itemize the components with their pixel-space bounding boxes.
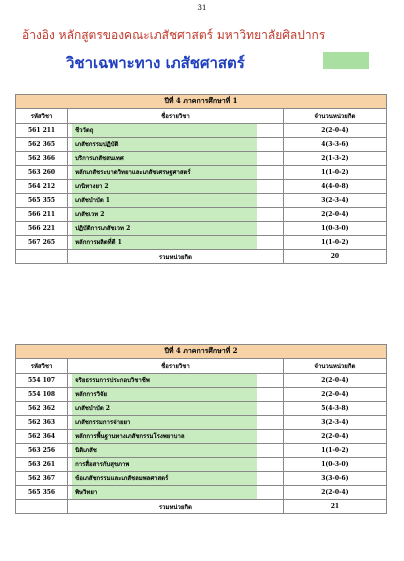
- course-name-text: ปฏิบัติการเภสัชเวท 2: [72, 222, 257, 235]
- curriculum-reference: อ้างอิง หลักสูตรของคณะเภสัชศาสตร์ มหาวิทยาลัยศิลปากร: [22, 28, 326, 42]
- course-name-text: เภนิทางยา 2: [72, 180, 257, 193]
- course-code: 554 107: [16, 374, 68, 388]
- table-row: [16, 236, 387, 250]
- course-credits: 3(3-0-6): [283, 472, 386, 486]
- semester-1-table: [15, 94, 387, 264]
- header-credits: จำนวนหน่วยกิต: [283, 109, 386, 124]
- course-credits: 1(1-0-2): [283, 236, 386, 250]
- table-row: [16, 374, 387, 388]
- course-code: 564 212: [16, 180, 68, 194]
- course-code: 562 367: [16, 472, 68, 486]
- course-name: [68, 416, 284, 430]
- course-code: 566 221: [16, 222, 68, 236]
- course-code: 565 355: [16, 194, 68, 208]
- course-name-text: เภสัชเวท 2: [72, 208, 257, 221]
- course-name: [68, 430, 284, 444]
- course-name: [68, 374, 284, 388]
- table-row: [16, 152, 387, 166]
- course-credits: 2(2-0-4): [283, 208, 386, 222]
- course-name-text: นิติเภสัช: [72, 444, 257, 457]
- course-name: [68, 124, 284, 138]
- table-row: [16, 486, 387, 500]
- table-row: [16, 472, 387, 486]
- course-name: [68, 166, 284, 180]
- semester-title: ปีที่ 4 ภาคการศึกษาที่ 2: [16, 345, 387, 359]
- total-label: รวมหน่วยกิต: [68, 250, 284, 264]
- course-name: [68, 208, 284, 222]
- course-code: 563 260: [16, 166, 68, 180]
- course-code: 566 211: [16, 208, 68, 222]
- course-name: [68, 402, 284, 416]
- course-code: 562 364: [16, 430, 68, 444]
- total-spacer: [16, 250, 68, 264]
- course-credits: 4(4-0-8): [283, 180, 386, 194]
- table-row: [16, 124, 387, 138]
- course-name: [68, 152, 284, 166]
- total-row: [16, 500, 387, 514]
- course-credits: 2(2-0-4): [283, 374, 386, 388]
- table-row: [16, 194, 387, 208]
- table-row: [16, 430, 387, 444]
- course-credits: 3(2-3-4): [283, 194, 386, 208]
- course-code: 563 256: [16, 444, 68, 458]
- course-code: 563 261: [16, 458, 68, 472]
- course-name-text: เภสัชบำบัด 1: [72, 194, 257, 207]
- course-name-text: ข้อเภสัชกรรมและเภสัชลมพลศาสตร์: [72, 472, 257, 485]
- total-spacer: [16, 500, 68, 514]
- course-name-text: จริยธรรมการประกอบวิชาชีพ: [72, 374, 257, 387]
- table-row: [16, 166, 387, 180]
- course-name-text: การสื่อสารกับสุขภาพ: [72, 458, 257, 471]
- course-name-text: พิษวิทยา: [72, 486, 257, 499]
- course-credits: 2(2-0-4): [283, 388, 386, 402]
- course-credits: 2(1-3-2): [283, 152, 386, 166]
- header-code: รหัสวิชา: [16, 359, 68, 374]
- course-name: [68, 486, 284, 500]
- course-code: 567 265: [16, 236, 68, 250]
- course-name: [68, 472, 284, 486]
- total-row: [16, 250, 387, 264]
- course-name: [68, 194, 284, 208]
- header-row: [16, 109, 387, 124]
- course-code: 562 362: [16, 402, 68, 416]
- table-row: [16, 388, 387, 402]
- header-code: รหัสวิชา: [16, 109, 68, 124]
- header-row: [16, 359, 387, 374]
- course-code: 565 356: [16, 486, 68, 500]
- header-name: ชื่อรายวิชา: [68, 109, 284, 124]
- course-code: 562 363: [16, 416, 68, 430]
- table-row: [16, 180, 387, 194]
- course-code: 562 366: [16, 152, 68, 166]
- course-credits: 2(2-0-4): [283, 124, 386, 138]
- course-name-text: หลักการพื้นฐานทางเภสัชกรรมโรงพยาบาล: [72, 430, 257, 443]
- course-name-text: เภสัชบำบัด 2: [72, 402, 257, 415]
- course-name: [68, 388, 284, 402]
- course-name: [68, 138, 284, 152]
- course-name: [68, 222, 284, 236]
- page-subtitle: วิชาเฉพาะทาง เภสัชศาสตร์: [66, 54, 245, 72]
- course-name-text: เภสัชกรรมการจ่ายยา: [72, 416, 257, 429]
- table-row: [16, 416, 387, 430]
- page-number: 31: [197, 4, 207, 12]
- course-credits: 1(1-0-2): [283, 166, 386, 180]
- table-row: [16, 138, 387, 152]
- table-row: [16, 402, 387, 416]
- course-credits: 1(0-3-0): [283, 222, 386, 236]
- course-name: [68, 458, 284, 472]
- course-name-text: หลักเภสัชระบาดวิทยาและเภสัชเศรษฐศาสตร์: [72, 166, 257, 179]
- semester-2-table: [15, 344, 387, 514]
- table-row: [16, 444, 387, 458]
- course-credits: 5(4-3-8): [283, 402, 386, 416]
- course-code: 561 211: [16, 124, 68, 138]
- table-row: [16, 208, 387, 222]
- total-label: รวมหน่วยกิต: [68, 500, 284, 514]
- total-value: 21: [283, 500, 386, 514]
- header-credits: จำนวนหน่วยกิต: [283, 359, 386, 374]
- course-name-text: หลักการวิจัย: [72, 388, 257, 401]
- total-value: 20: [283, 250, 386, 264]
- course-name: [68, 236, 284, 250]
- highlight-swatch: [323, 52, 369, 69]
- course-credits: 1(0-3-0): [283, 458, 386, 472]
- course-code: 562 365: [16, 138, 68, 152]
- semester-title: ปีที่ 4 ภาคการศึกษาที่ 1: [16, 95, 387, 109]
- course-name-text: ชีววัตถุ: [72, 124, 257, 137]
- course-name-text: เภสัชกรรมปฏิบัติ: [72, 138, 257, 151]
- course-credits: 2(2-0-4): [283, 430, 386, 444]
- table-row: [16, 458, 387, 472]
- header-name: ชื่อรายวิชา: [68, 359, 284, 374]
- table-row: [16, 222, 387, 236]
- course-credits: 2(2-0-4): [283, 486, 386, 500]
- course-name: [68, 444, 284, 458]
- course-credits: 1(1-0-2): [283, 444, 386, 458]
- course-name-text: หลักการผลิตที่ดี 1: [72, 236, 257, 249]
- course-credits: 3(2-3-4): [283, 416, 386, 430]
- course-name-text: บริการเภสัชสนเทศ: [72, 152, 257, 165]
- course-code: 554 108: [16, 388, 68, 402]
- course-credits: 4(3-3-6): [283, 138, 386, 152]
- course-name: [68, 180, 284, 194]
